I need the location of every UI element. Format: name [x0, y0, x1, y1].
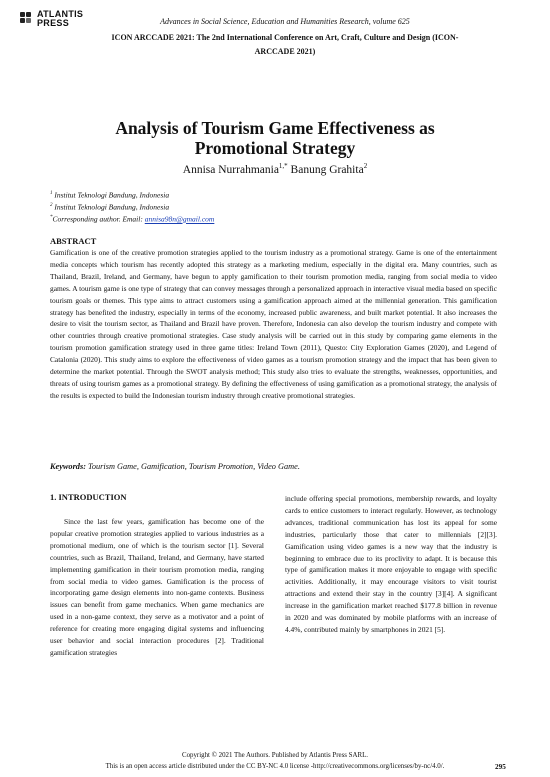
paper-title: Analysis of Tourism Game Effectiveness as Promotional Strategy	[115, 118, 435, 158]
copyright-notice: Copyright © 2021 The Authors. Published by Atlantis Press SARL.	[182, 752, 368, 759]
affiliation: $^1$ Institut Teknologi Bandung, Indonesia	[50, 190, 170, 200]
author-name: Annisa Nurrahmania	[182, 163, 279, 176]
publisher-name: ATLANTIS PRESS	[37, 9, 84, 28]
journal-header: Advances in Social Science, Education and Humanities Research, volume 625	[160, 17, 410, 26]
license-notice: This is an open access article distributed under the CC BY-NC 4.0 license -http://creativecommons.org/licenses/by-nc/4.0/.	[105, 763, 445, 770]
section-heading: 1. INTRODUCTION	[50, 492, 127, 502]
author-name: Banung Grahita	[290, 163, 364, 176]
page-number: 295	[495, 763, 506, 771]
conference-header: ICON ARCCADE 2021: The 2nd International Conference on Art, Craft, Culture and Design (ICON-ARCCADE 2021)	[111, 33, 459, 56]
affiliations	[50, 189, 214, 225]
keywords	[50, 462, 300, 471]
abstract-text: Gamification is one of the creative promotion strategies applied to the tourism industry as a promotional strategy. Game is one of the entertainment media concepts which tourism has recently adopted this strategy as a marketing medium, especially in the digital era. Many countries, such as Thailand, Brazil, Ireland, and Germany, have begun to apply gamification to their tourism promotion media, ranging from social media to video games. A tourism game is one type of strategy that can convey messages through a personalized approach in interactive visual media based on specific tourism goals or themes. This type aims to attract customers using a gamification approach aimed at the millennial generation. This gamification strategy has benefited the industry, especially in terms of the economy, increased public awareness, and built market potential. It also increases the desire to visit the tourism sector, as Thailand and Brazil have proven. Therefore, Indonesia can also develop the tourism industry and compete with other countries through creative promotional strategies. Case study analysis will be carried out in this study by comparing game elements in the tourism promotion gamification strategy used in three game titles: Ireland Town (2011), Questo: City Exploration Games (2020), and Legend of Catalonia (2020). This study aims to explore the effectiveness of video games as a tourism promotion strategy and the impact that has been given to determine the market potential. Through the SWOT analysis method; This study also tries to evaluate the strengths, weaknesses, opportunities, and threats of using tourism games as a promotional strategy. By defining the effectiveness of using gamification as a promotional strategy, the analysis of the results is expected to build the Indonesian tourism industry through creative promotional strategies.	[50, 248, 497, 400]
keywords-text: Tourism Game, Gamification, Tourism Promotion, Video Game.	[88, 462, 300, 471]
body-column-right: include offering special promotions, membership rewards, and loyalty cards to entice customers to interact regularly. However, as technology advances, traditional communication has lost its appeal for some industries, particularly those that cater to millennials [2][3]. Gamification using video games is a new way that the industry is beginning to embrace due to its proclivity to adapt. It is because this type of gamification makes it more enjoyable to engage with specific activities. Additionally, it may encourage visitors to visit tourist attractions and extend their stay in the country [3][4]. A significant increase in the gamification market reached $177.8 billion in revenue in 2020 and was dominated by mobile platforms with an increase of 4.4%, contributed mainly by smartphones in 2021 [5].	[285, 494, 497, 634]
author-list: Annisa Nurrahmania$^{1,*}$ Banung Grahita$^2$	[182, 162, 368, 176]
body-column-left: Since the last few years, gamification has become one of the popular creative promotion strategies applied to various industries as a promotional medium, one of which is the tourism sector [1]. Several countries, such as Brazil, Thailand, Ireland, and Germany, have started implementing gamification in their tourism promotion media, ranging from social media to video games. Gamification is the process of incorporating game design elements into non-game contexts. Business issues can benefit from game mechanics. When game mechanics are used in a non-game context, they serve as a motivator and a point of reference for creating more engaging digital systems and influencing user behavior and social interaction procedures [2]. Traditional gamification strategies	[50, 517, 264, 657]
atlantis-logo-icon	[20, 12, 34, 26]
publisher-logo	[20, 10, 83, 28]
abstract-heading: ABSTRACT	[50, 236, 97, 246]
keywords-label: Keywords:	[50, 462, 86, 471]
affiliation: $^2$ Institut Teknologi Bandung, Indonesia	[50, 202, 170, 212]
corresponding-author: *Corresponding author. Email: annisa98n@gmail.com	[50, 214, 215, 224]
author-email-link[interactable]: annisa98n@gmail.com	[144, 214, 215, 224]
